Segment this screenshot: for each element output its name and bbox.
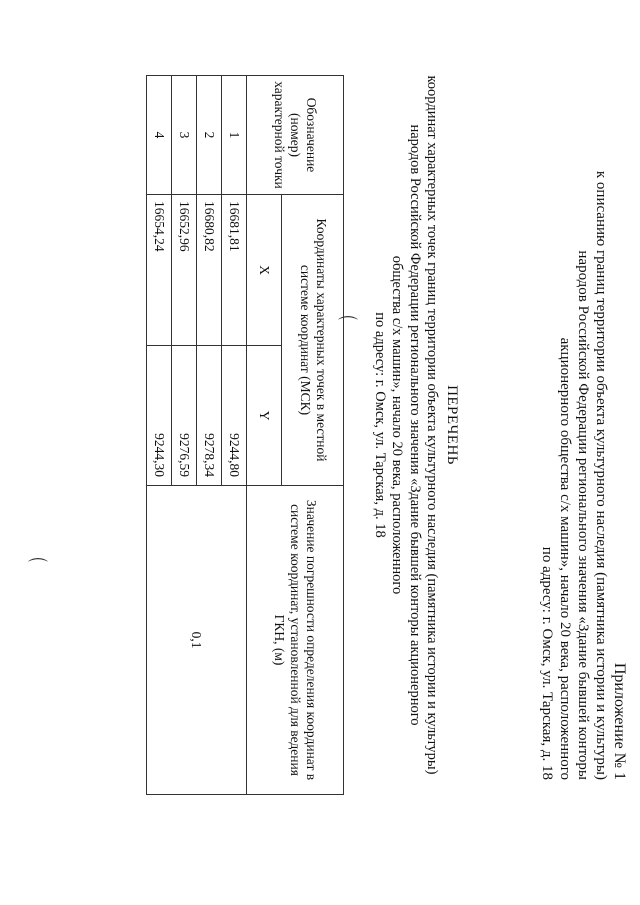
x-value: 16652,96	[172, 195, 197, 346]
annex-title: Приложение № 1	[611, 662, 628, 780]
annex-block	[538, 20, 628, 780]
annex-line: народов Российской Федерации регионального значения «Здание бывшей конторы	[575, 250, 591, 780]
x-value: 16681,81	[222, 195, 247, 346]
point-number: 1	[222, 76, 247, 195]
y-value: 9276,59	[172, 346, 197, 486]
stray-mark-icon: ⌒	[338, 316, 358, 338]
listing-line: по адресу: г. Омск, ул. Тарская, д. 18	[372, 312, 388, 538]
listing-block	[371, 75, 461, 775]
point-number: 3	[172, 76, 197, 195]
point-number: 2	[197, 76, 222, 195]
annex-line: по адресу: г. Омск, ул. Тарская, д. 18	[539, 546, 555, 780]
listing-line: координат характерных точек границ территории объекта культурного наследия (памятника истории и культуры)	[424, 75, 441, 775]
table-row	[222, 76, 247, 795]
x-header: X	[247, 195, 282, 346]
table-header-row	[282, 76, 344, 795]
point-number-header: Обозначение (номер) характерной точки	[247, 76, 344, 195]
x-value: 16654,24	[147, 195, 172, 346]
point-number: 4	[147, 76, 172, 195]
x-value: 16680,82	[197, 195, 222, 346]
listing-line: народов Российской Федерации регионального значения «Здание бывшей конторы акционерного	[407, 124, 423, 726]
y-value: 9244,80	[222, 346, 247, 486]
stray-mark-icon: ⌒	[28, 558, 48, 580]
y-header: Y	[247, 346, 282, 486]
accuracy-value: 0,1	[147, 486, 247, 795]
coordinates-header: Координаты характерных точек в местной системе координат (МСК)	[282, 195, 344, 486]
y-value: 9244,30	[147, 346, 172, 486]
y-value: 9278,34	[197, 346, 222, 486]
listing-line: общества с/х машин», начало 20 века, расположенного	[389, 255, 406, 595]
coordinates-table	[146, 75, 344, 795]
annex-line: к описанию границ территории объекта культурного наследия (памятника истории и культуры)	[593, 170, 609, 780]
annex-line: акционерного общества с/х машин», начало 20 века, расположенного	[557, 337, 573, 780]
listing-heading: ПЕРЕЧЕНЬ	[444, 385, 460, 465]
accuracy-header: Значение погрешности определения координат в системе координат, установленной для ведения ГКН, (м)	[247, 486, 344, 795]
